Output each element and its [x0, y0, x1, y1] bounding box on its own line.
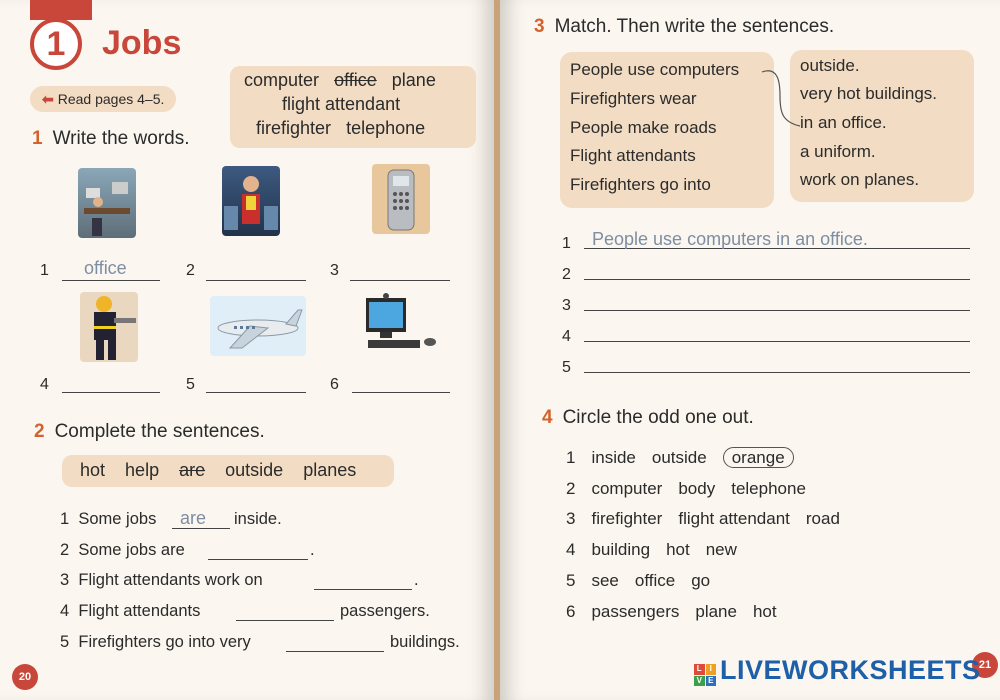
sentence-3: 3 Flight attendants work on — [60, 571, 263, 589]
read-pages-text: Read pages 4–5. — [57, 91, 165, 107]
sentence-3-blank[interactable] — [314, 589, 412, 590]
sentence-4-end: passengers. — [340, 602, 430, 620]
sentence-4: 4 Flight attendants — [60, 602, 201, 620]
unit-tab — [30, 0, 92, 20]
match-left-4: Flight attendants — [570, 146, 696, 165]
match-right-box — [790, 50, 974, 202]
word-help: help — [125, 460, 160, 480]
sentence-2-end: . — [310, 541, 315, 559]
sentence-5: 5 Firefighters go into very — [60, 633, 251, 651]
odd-row-1: 1 inside outside orange — [566, 448, 810, 468]
match-line-2-blank[interactable] — [584, 279, 970, 280]
word-flight-attendant: flight attendant — [282, 94, 401, 114]
match-line-1-answer: People use computers in an office. — [592, 229, 868, 249]
sentence-1-end: inside. — [234, 510, 282, 528]
sentence-2-blank[interactable] — [208, 559, 308, 560]
item-3-number: 3 — [330, 262, 339, 279]
exercise-2-title: Complete the sentences. — [54, 421, 265, 442]
sentence-4-blank[interactable] — [236, 620, 334, 621]
word-box-1 — [230, 66, 476, 148]
left-page — [0, 0, 494, 700]
plane-picture — [210, 296, 306, 356]
unit-title: Jobs — [102, 24, 182, 62]
word-planes: planes — [303, 460, 357, 480]
match-left-2: Firefighters wear — [570, 89, 697, 108]
page-number-right: 21 — [972, 652, 998, 678]
arrow-left-icon: ⬅ — [42, 91, 54, 107]
match-left-3: People make roads — [570, 118, 717, 137]
exercise-1-heading — [32, 128, 190, 150]
word-are: are — [179, 460, 206, 480]
match-right-3: in an office. — [800, 113, 887, 132]
match-right-5: work on planes. — [800, 170, 920, 189]
item-2-number: 2 — [186, 262, 195, 279]
sentence-1-answer: are — [180, 508, 207, 528]
item-5-blank[interactable] — [206, 392, 306, 393]
odd-row-6: 6 passengers plane hot — [566, 602, 777, 621]
match-line-1-number: 1 — [562, 235, 571, 252]
sentence-2: 2 Some jobs are — [60, 541, 185, 559]
exercise-2-heading — [34, 421, 265, 443]
word-outside: outside — [225, 460, 284, 480]
telephone-picture — [372, 164, 430, 234]
odd-row-5: 5 see office go — [566, 571, 711, 590]
exercise-2-number: 2 — [34, 421, 45, 442]
odd-row-4: 4 building hot new — [566, 540, 737, 559]
match-line-2-number: 2 — [562, 266, 571, 283]
exercise-3-number: 3 — [534, 16, 545, 37]
match-right-2: very hot buildings. — [800, 84, 938, 103]
exercise-1-title: Write the words. — [52, 128, 190, 149]
match-line-3-blank[interactable] — [584, 310, 970, 311]
exercise-4-title: Circle the odd one out. — [562, 407, 754, 428]
circled-answer: orange — [723, 447, 794, 468]
word-plane: plane — [391, 70, 436, 90]
right-page — [500, 0, 1000, 700]
office-picture — [78, 168, 136, 238]
exercise-4-heading — [542, 407, 754, 429]
exercise-3-heading — [534, 16, 834, 38]
sentence-5-blank[interactable] — [286, 651, 384, 652]
sentence-3-end: . — [414, 571, 419, 589]
match-line — [758, 62, 808, 132]
item-6-number: 6 — [330, 376, 339, 393]
odd-row-3: 3 firefighter flight attendant road — [566, 509, 840, 528]
exercise-3-title: Match. Then write the sentences. — [554, 16, 835, 37]
sentence-1: 1 Some jobs — [60, 510, 157, 528]
word-hot: hot — [80, 460, 106, 480]
item-6-blank[interactable] — [352, 392, 450, 393]
word-computer: computer — [244, 70, 320, 90]
item-1-blank[interactable] — [62, 280, 160, 281]
item-3-blank[interactable] — [350, 280, 450, 281]
item-5-number: 5 — [186, 376, 195, 393]
word-firefighter: firefighter — [256, 118, 332, 138]
match-left-1: People use computers — [570, 60, 740, 79]
exercise-1-number: 1 — [32, 128, 43, 149]
match-left-box — [560, 52, 774, 208]
liveworksheets-logo-icon: L I V E — [694, 664, 716, 686]
item-1-answer: office — [84, 258, 127, 278]
flight-attendant-picture — [222, 166, 280, 236]
computer-picture — [362, 292, 442, 356]
match-line-4-number: 4 — [562, 328, 571, 345]
sentence-5-end: buildings. — [390, 633, 460, 651]
match-right-4: a uniform. — [800, 142, 876, 161]
word-telephone: telephone — [346, 118, 426, 138]
item-4-number: 4 — [40, 376, 49, 393]
item-4-blank[interactable] — [62, 392, 160, 393]
exercise-4-number: 4 — [542, 407, 553, 428]
match-line-3-number: 3 — [562, 297, 571, 314]
firefighter-picture — [80, 292, 138, 362]
word-office: office — [334, 70, 377, 90]
item-2-blank[interactable] — [206, 280, 306, 281]
match-line-5-number: 5 — [562, 359, 571, 376]
match-line-4-blank[interactable] — [584, 341, 970, 342]
unit-number: 1 — [30, 18, 82, 70]
page-number-left: 20 — [12, 664, 38, 690]
odd-row-2: 2 computer body telephone — [566, 479, 806, 498]
watermark-text[interactable]: LIVEWORKSHEETS — [720, 655, 981, 685]
match-line-5-blank[interactable] — [584, 372, 970, 373]
match-right-1: outside. — [800, 56, 860, 75]
word-box-2 — [62, 455, 394, 487]
item-1-number: 1 — [40, 262, 49, 279]
read-pages-note — [30, 86, 176, 112]
match-left-5: Firefighters go into — [570, 175, 711, 194]
